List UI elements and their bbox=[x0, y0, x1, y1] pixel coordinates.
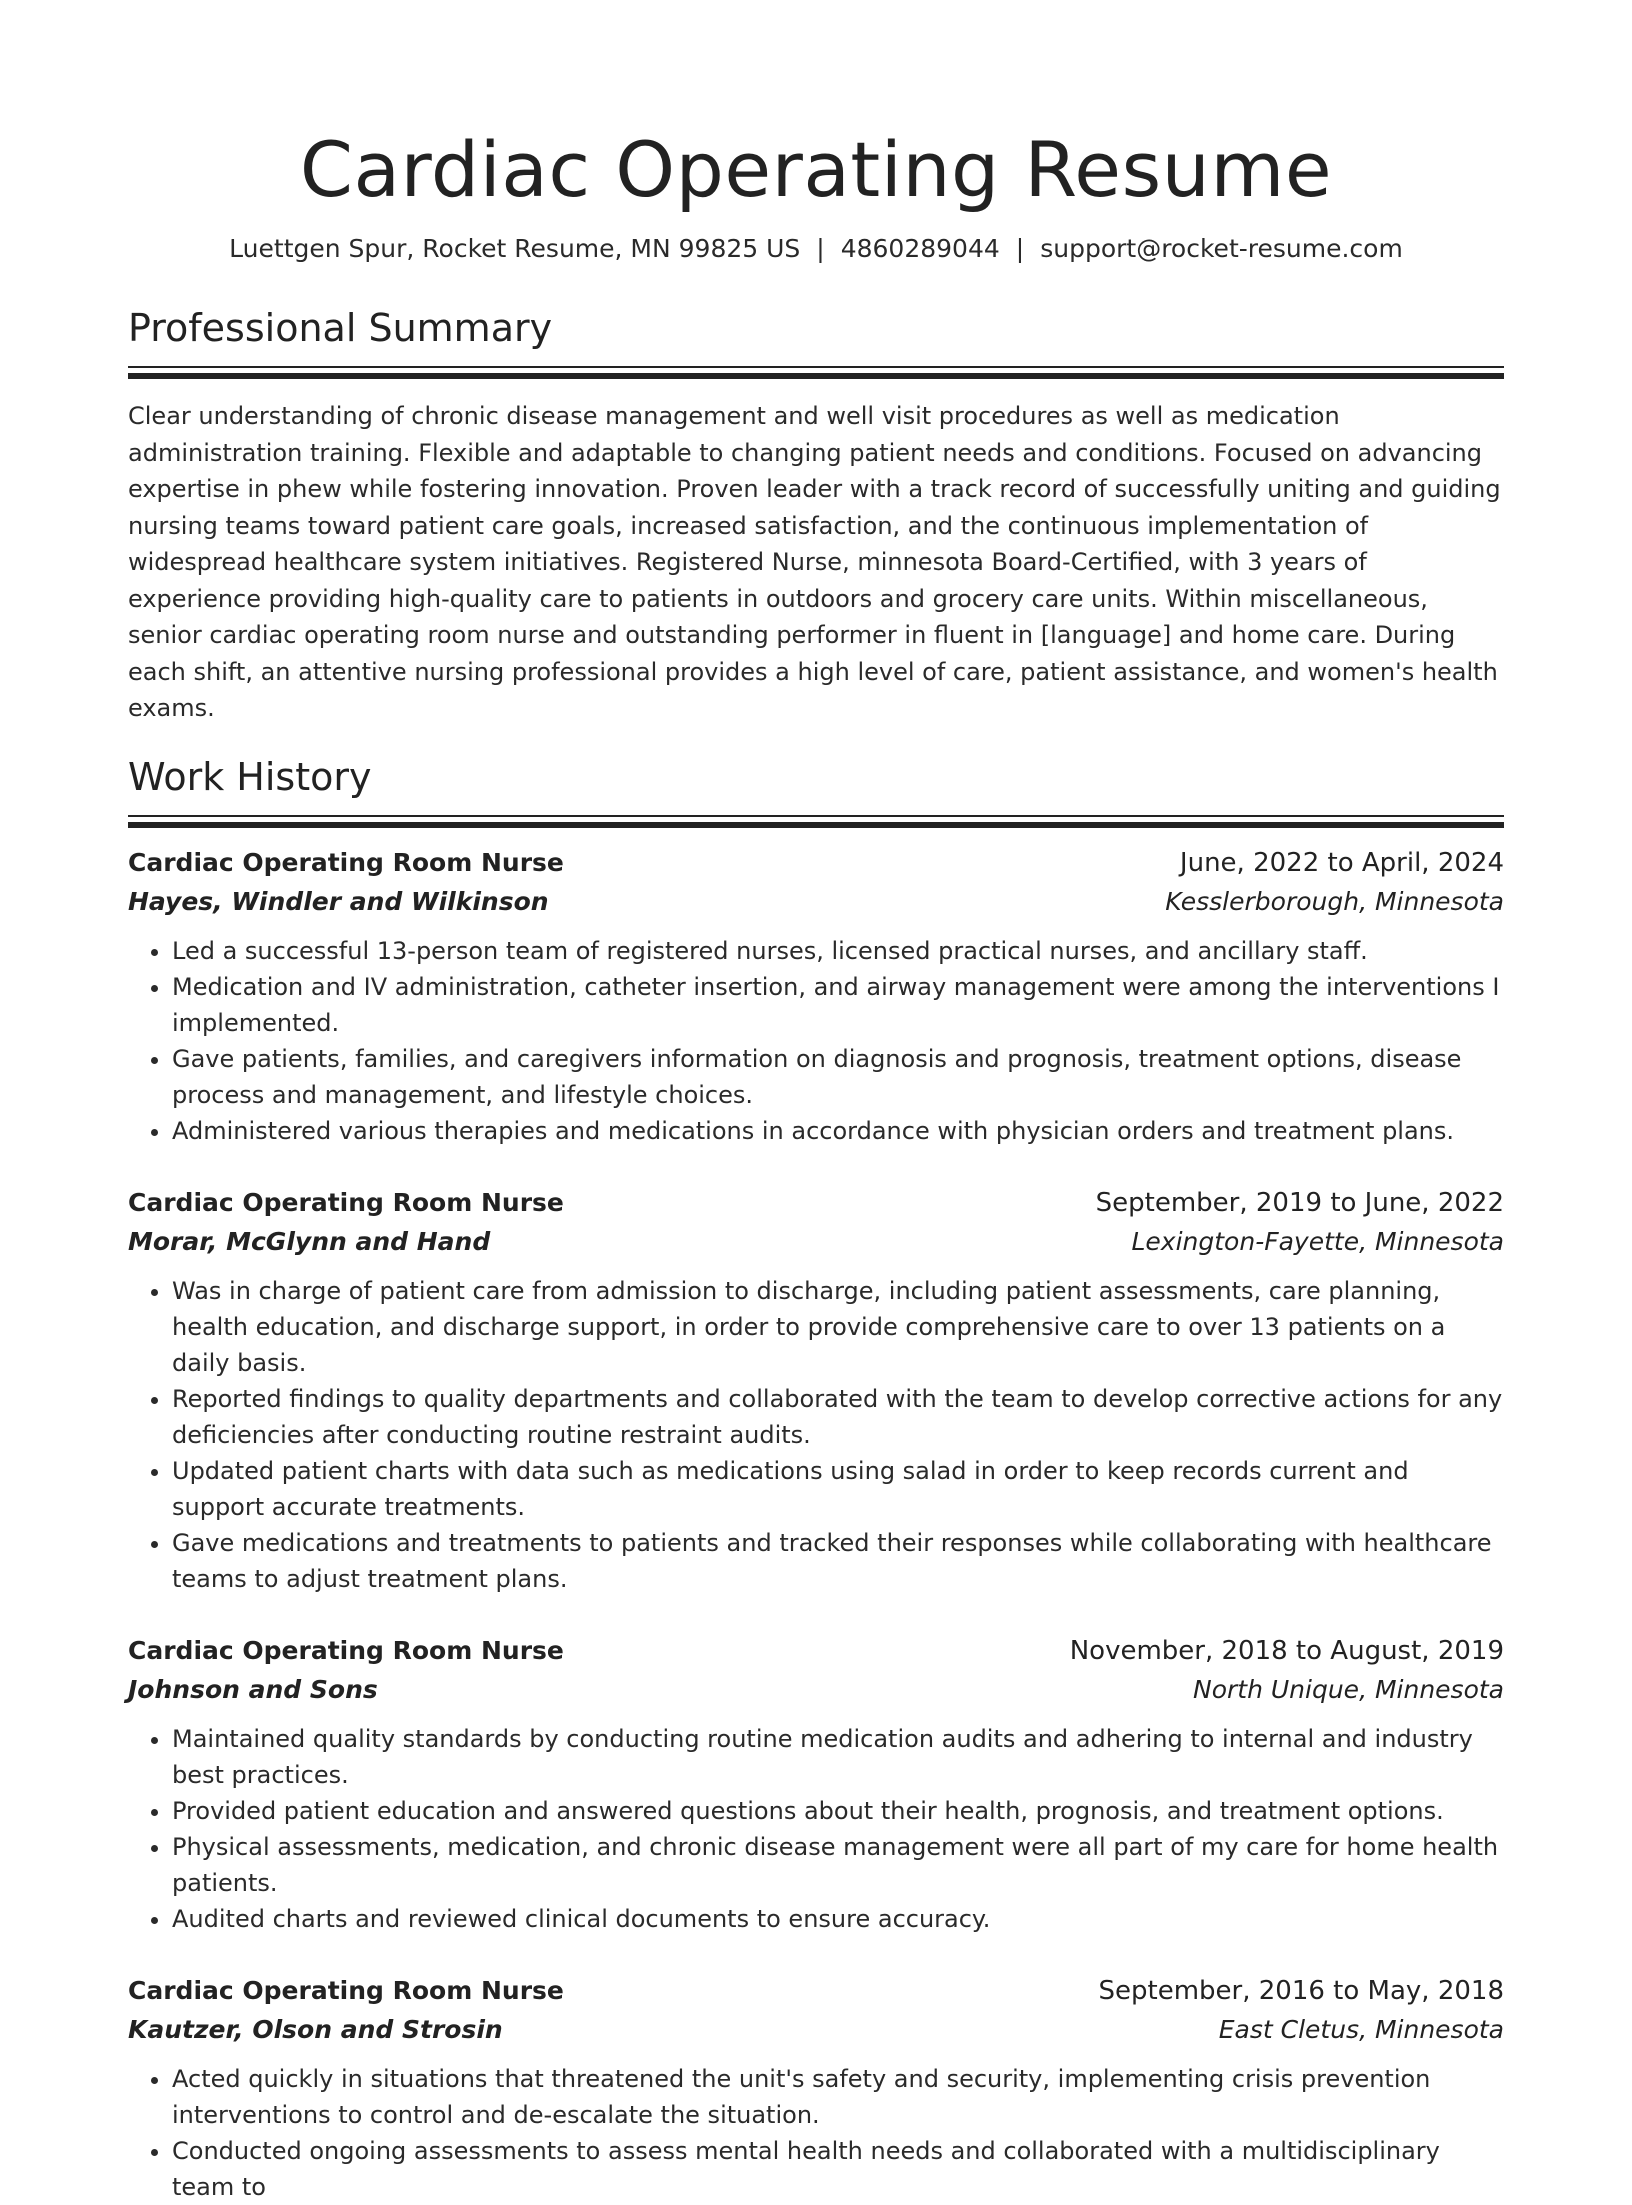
job-title-row bbox=[128, 1971, 1504, 2011]
job-entry bbox=[128, 843, 1504, 1149]
job-location: Lexington-Fayette, Minnesota bbox=[1131, 1226, 1504, 1256]
job-company-row bbox=[128, 1671, 1504, 1709]
job-location: Kesslerborough, Minnesota bbox=[1165, 886, 1504, 916]
job-bullet: • Was in charge of patient care from admission to discharge, including patient assessments, care planning, health education, and discharge support, in order to provide comprehensive care to over 13 patients on a daily basis. bbox=[172, 1273, 1504, 1381]
job-bullets bbox=[128, 1721, 1504, 1937]
job-company: Morar, McGlynn and Hand bbox=[128, 1226, 491, 1256]
contact-separator: | bbox=[816, 234, 825, 263]
resume-title: Cardiac Operating Resume bbox=[299, 125, 1333, 214]
job-company-row bbox=[128, 883, 1504, 921]
job-bullet: • Audited charts and reviewed clinical documents to ensure accuracy. bbox=[172, 1901, 1504, 1937]
summary-section bbox=[128, 304, 1504, 727]
resume-page bbox=[128, 0, 1504, 2205]
job-company: Johnson and Sons bbox=[128, 1674, 378, 1704]
job-dates: June, 2022 to April, 2024 bbox=[1179, 847, 1504, 878]
job-list bbox=[128, 843, 1504, 2205]
job-bullet: • Physical assessments, medication, and chronic disease management were all part of my care for home health patients. bbox=[172, 1829, 1504, 1901]
job-bullet: • Updated patient charts with data such as medications using salad in order to keep records current and support accurate treatments. bbox=[172, 1453, 1504, 1525]
job-entry bbox=[128, 1631, 1504, 1937]
job-bullet: • Administered various therapies and medications in accordance with physician orders and treatment plans. bbox=[172, 1113, 1504, 1149]
job-bullet: • Gave patients, families, and caregivers information on diagnosis and prognosis, treatment options, disease process and management, and lifestyle choices. bbox=[172, 1041, 1504, 1113]
contact-line bbox=[128, 232, 1504, 266]
job-bullet: • Maintained quality standards by conducting routine medication audits and adhering to internal and industry best practices. bbox=[172, 1721, 1504, 1793]
job-bullets bbox=[128, 1273, 1504, 1597]
work-history-heading: Work History bbox=[128, 754, 372, 799]
summary-heading: Professional Summary bbox=[128, 306, 553, 350]
job-company: Kautzer, Olson and Strosin bbox=[128, 2014, 503, 2044]
contact-separator: | bbox=[1015, 234, 1025, 263]
contact-address: Luettgen Spur, Rocket Resume, MN 99825 US bbox=[229, 234, 801, 263]
job-title: Cardiac Operating Room Nurse bbox=[128, 847, 564, 877]
job-title: Cardiac Operating Room Nurse bbox=[128, 1187, 564, 1217]
job-bullets bbox=[128, 933, 1504, 1149]
job-bullet: • Gave medications and treatments to patients and tracked their responses while collaborating with healthcare teams to adjust treatment plans. bbox=[172, 1525, 1504, 1597]
job-bullet: • Led a successful 13-person team of registered nurses, licensed practical nurses, and ancillary staff. bbox=[172, 933, 1504, 969]
job-bullet: • Conducted ongoing assessments to assess mental health needs and collaborated with a multidisciplinary team to bbox=[172, 2133, 1504, 2205]
job-entry bbox=[128, 1183, 1504, 1597]
job-title: Cardiac Operating Room Nurse bbox=[128, 1635, 564, 1665]
job-company: Hayes, Windler and Wilkinson bbox=[128, 886, 549, 916]
job-dates: November, 2018 to August, 2019 bbox=[1069, 1635, 1504, 1666]
contact-email: support@rocket-resume.com bbox=[1040, 234, 1403, 263]
job-location: North Unique, Minnesota bbox=[1193, 1674, 1504, 1704]
summary-text: Clear understanding of chronic disease management and well visit procedures as well as medication administration training. Flexible and adaptable to changing patient needs and conditions. Focused on advancing expertise in phew while fostering innovation. Proven leader with a track record of successfully uniting and guiding nursing teams toward patient care goals, increased satisfaction, and the continuous implementation of widespread healthcare system initiatives. Registered Nurse, minnesota Board-Certified, with 3 years of experience providing high-quality care to patients in outdoors and grocery care units. Within miscellaneous, senior cardiac operating room nurse and outstanding performer in fluent in [language] and home care. During each shift, an attentive nursing professional provides a high level of care, patient assistance, and women's health exams. bbox=[128, 402, 1501, 722]
job-title-row bbox=[128, 1183, 1504, 1223]
section-divider bbox=[128, 815, 1504, 829]
section-divider bbox=[128, 366, 1504, 380]
job-company-row bbox=[128, 2011, 1504, 2049]
job-bullet: • Provided patient education and answered questions about their health, prognosis, and treatment options. bbox=[172, 1793, 1504, 1829]
job-company-row bbox=[128, 1223, 1504, 1261]
contact-phone: 4860289044 bbox=[840, 234, 1000, 263]
job-bullet: • Acted quickly in situations that threatened the unit's safety and security, implementing crisis prevention interventions to control and de-escalate the situation. bbox=[172, 2061, 1504, 2133]
job-dates: September, 2016 to May, 2018 bbox=[1098, 1975, 1504, 2006]
job-bullet: • Medication and IV administration, catheter insertion, and airway management were among the interventions I implemented. bbox=[172, 969, 1504, 1041]
job-bullet: • Reported findings to quality departments and collaborated with the team to develop corrective actions for any deficiencies after conducting routine restraint audits. bbox=[172, 1381, 1504, 1453]
job-title-row bbox=[128, 843, 1504, 883]
job-entry bbox=[128, 1971, 1504, 2205]
job-title: Cardiac Operating Room Nurse bbox=[128, 1975, 564, 2005]
work-history-section bbox=[128, 753, 1504, 2205]
job-title-row bbox=[128, 1631, 1504, 1671]
job-bullets bbox=[128, 2061, 1504, 2205]
job-location: East Cletus, Minnesota bbox=[1218, 2014, 1504, 2044]
job-dates: September, 2019 to June, 2022 bbox=[1095, 1187, 1504, 1218]
